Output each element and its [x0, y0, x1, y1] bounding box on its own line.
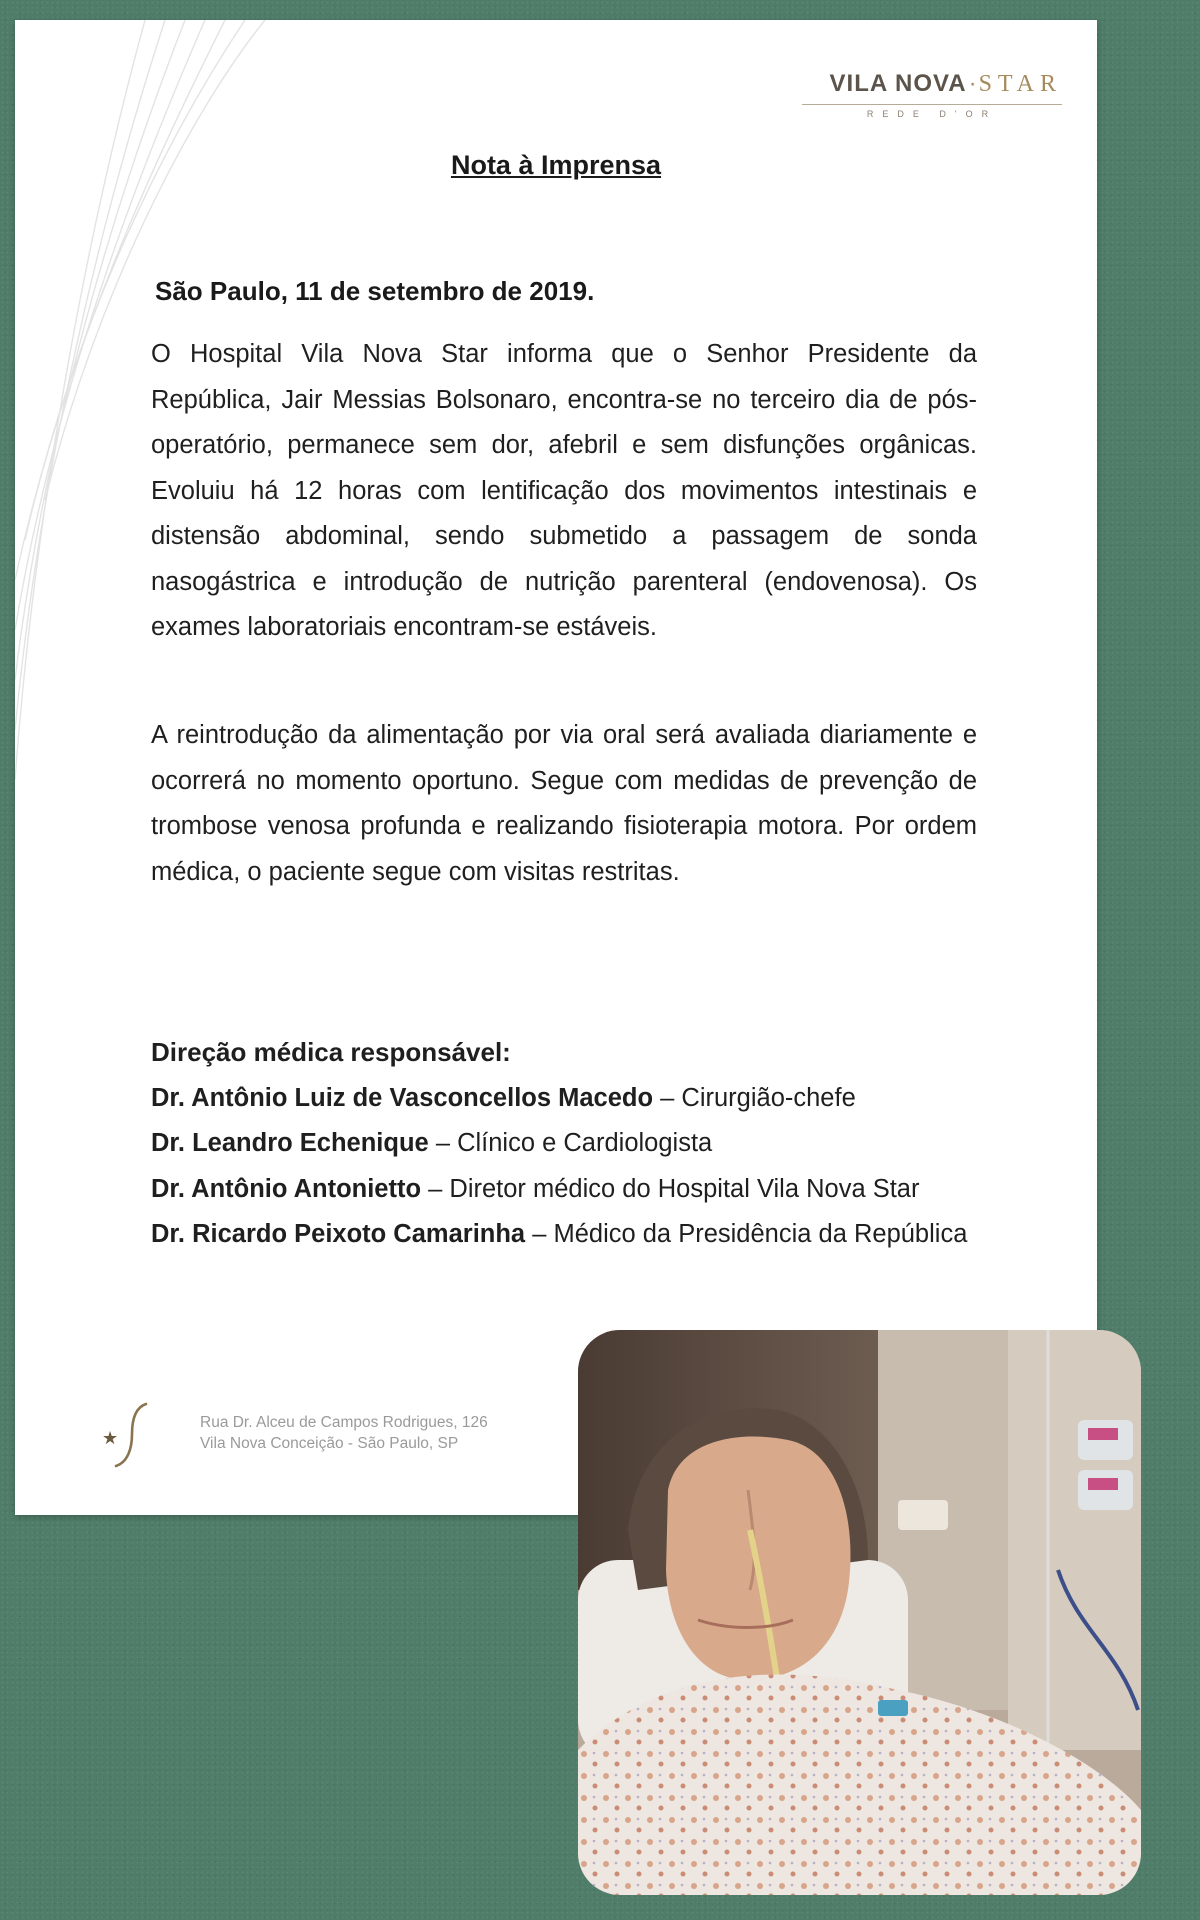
staff-member — [151, 1121, 1001, 1167]
document-date: São Paulo, 11 de setembro de 2019. — [155, 276, 595, 306]
press-release-sheet — [15, 20, 1097, 1515]
staff-name: Dr. Ricardo Peixoto Camarinha — [151, 1220, 526, 1248]
staff-role: – Clínico e Cardiologista — [428, 1129, 713, 1157]
address-line-1: Rua Dr. Alceu de Campos Rodrigues, 126 — [200, 1414, 488, 1431]
staff-member — [151, 1212, 1001, 1258]
logo-subtitle: REDE D'OR — [866, 109, 998, 119]
medical-staff-list — [151, 1030, 1001, 1258]
staff-heading: Direção médica responsável: — [151, 1037, 511, 1067]
staff-role: – Cirurgião-chefe — [653, 1083, 856, 1112]
staff-role: – Médico da Presidência da República — [525, 1220, 968, 1248]
staff-role: – Diretor médico do Hospital Vila Nova Star — [421, 1174, 920, 1203]
logo-star-text: STAR — [978, 71, 1062, 97]
patient-photo — [578, 1330, 1141, 1895]
paragraph-1: O Hospital Vila Nova Star informa que o Senhor Presidente da República, Jair Messias Bolsonaro, encontra-se no terceiro dia de pós-operatório, permanece sem dor, afebril e sem disfunções orgânicas. Evoluiu há 12 horas com lentificação dos movimentos intestinais e distensão abdominal, sendo submetido a passagem de sonda nasogástrica e introdução de nutrição parenteral (endovenosa). Os exames laboratoriais encontram-se estáveis. — [151, 340, 977, 641]
logo-main-text: VILA NOVA — [829, 70, 967, 97]
staff-member — [151, 1167, 1001, 1213]
document-title: Nota à Imprensa — [450, 150, 662, 180]
footer-address — [200, 1412, 488, 1454]
svg-text:★: ★ — [102, 1428, 119, 1449]
hospital-logo — [802, 70, 1062, 119]
logo-divider — [802, 104, 1062, 105]
logo-dot: · — [968, 70, 977, 97]
staff-name: Dr. Leandro Echenique — [151, 1129, 429, 1157]
address-line-2: Vila Nova Conceição - São Paulo, SP — [200, 1435, 459, 1452]
footer-logo-mark-icon — [100, 1400, 160, 1470]
paragraph-2: A reintrodução da alimentação por via oral será avaliada diariamente e ocorrerá no momento oportuno. Segue com medidas de prevenção de trombose venosa profunda e realizando fisioterapia motora. Por ordem médica, o paciente segue com visitas restritas. — [151, 721, 977, 886]
staff-name: Dr. Antônio Antonietto — [151, 1174, 422, 1203]
staff-member — [151, 1076, 1001, 1122]
hospital-bed-photo-illustration — [578, 1330, 1141, 1895]
staff-name: Dr. Antônio Luiz de Vasconcellos Macedo — [151, 1083, 654, 1112]
